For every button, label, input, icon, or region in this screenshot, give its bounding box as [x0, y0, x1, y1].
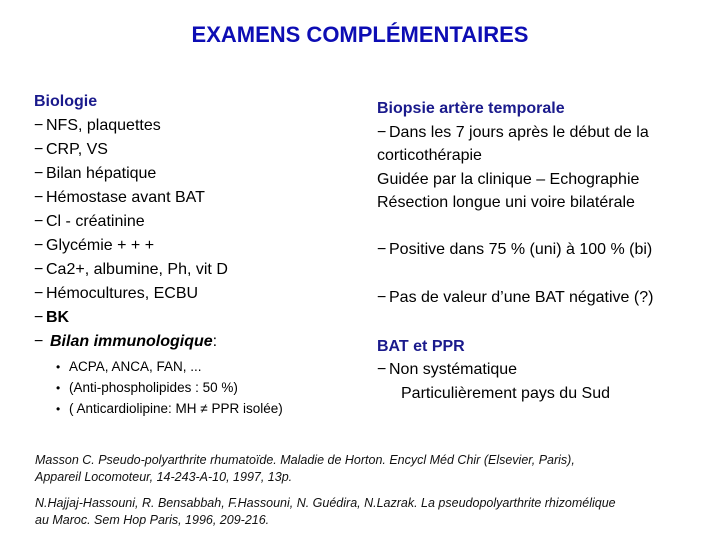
- biology-column: [34, 90, 354, 419]
- biology-item: − Hémocultures, ECBU: [34, 282, 354, 306]
- bat-ppr-line: Particulièrement pays du Sud: [401, 384, 610, 402]
- biology-item: − NFS, plaquettes: [34, 114, 354, 138]
- bullet-icon: •: [56, 360, 61, 374]
- biopsy-resection: Résection longue uni voire bilatérale: [377, 194, 635, 211]
- bullet-icon: •: [56, 381, 61, 395]
- biopsy-timing: − Dans les 7 jours après le début de la: [377, 121, 712, 145]
- immunology-sub-list: [56, 356, 354, 419]
- bat-ppr-heading: BAT et PPR: [377, 337, 465, 355]
- dash-marker: −: [377, 123, 387, 141]
- slide-title: EXAMENS COMPLÉMENTAIRES: [191, 22, 529, 47]
- biopsy-timing-cont: corticothérapie: [377, 147, 482, 164]
- biology-item: − Cl - créatinine: [34, 210, 354, 234]
- biology-item: − Ca2+, albumine, Ph, vit D: [34, 258, 354, 282]
- immunology-sub-item: • ACPA, ANCA, FAN, ...: [56, 356, 354, 377]
- biology-item: − Hémostase avant BAT: [34, 186, 354, 210]
- biology-item-immunology: −Bilan immunologique:: [34, 330, 354, 354]
- dash-marker: −: [377, 240, 387, 258]
- dash-marker: −: [34, 261, 44, 278]
- dash-marker: −: [377, 361, 387, 378]
- dash-marker: −: [34, 333, 44, 350]
- dash-marker: −: [34, 165, 44, 182]
- bat-ppr-line: − Non systématique: [377, 358, 712, 382]
- dash-marker: −: [34, 237, 44, 254]
- dash-marker: −: [34, 285, 44, 302]
- dash-marker: −: [34, 117, 44, 134]
- biology-item-bk: − BK: [34, 306, 354, 330]
- biopsy-guidance: Guidée par la clinique – Echographie: [377, 170, 640, 188]
- dash-marker: −: [34, 141, 44, 158]
- biopsy-positive-rate: − Positive dans 75 % (uni) à 100 % (bi): [377, 238, 712, 262]
- biology-heading: Biologie: [34, 93, 98, 110]
- dash-marker: −: [34, 213, 44, 230]
- biology-item: − CRP, VS: [34, 138, 354, 162]
- biopsy-column: [377, 97, 712, 405]
- reference-item: N.Hajjaj-Hassouni, R. Bensabbah, F.Hassouni, N. Guédira, N.Lazrak. La pseudopolyarthrite rhizomélique au Maroc. Sem Hop Paris, 1996, 209-216.: [35, 496, 616, 527]
- dash-marker: −: [34, 309, 44, 326]
- references: [35, 452, 705, 538]
- biology-item: − Glycémie + + +: [34, 234, 354, 258]
- immunology-sub-item: • (Anti-phospholipides : 50 %): [56, 377, 354, 398]
- dash-marker: −: [34, 189, 44, 206]
- dash-marker: −: [377, 289, 387, 306]
- immunology-sub-item: • ( Anticardiolipine: MH ≠ PPR isolée): [56, 398, 354, 419]
- reference-item: Masson C. Pseudo-polyarthrite rhumatoïde. Maladie de Horton. Encycl Méd Chir (Elsevier, Paris), Appareil Locomoteur, 14-243-A-10, 1997, 13p.: [35, 453, 575, 484]
- biopsy-heading: Biopsie artère temporale: [377, 100, 565, 117]
- bullet-icon: •: [56, 402, 61, 416]
- biopsy-negative-value: − Pas de valeur d’une BAT négative (?): [377, 286, 712, 310]
- biology-item: − Bilan hépatique: [34, 162, 354, 186]
